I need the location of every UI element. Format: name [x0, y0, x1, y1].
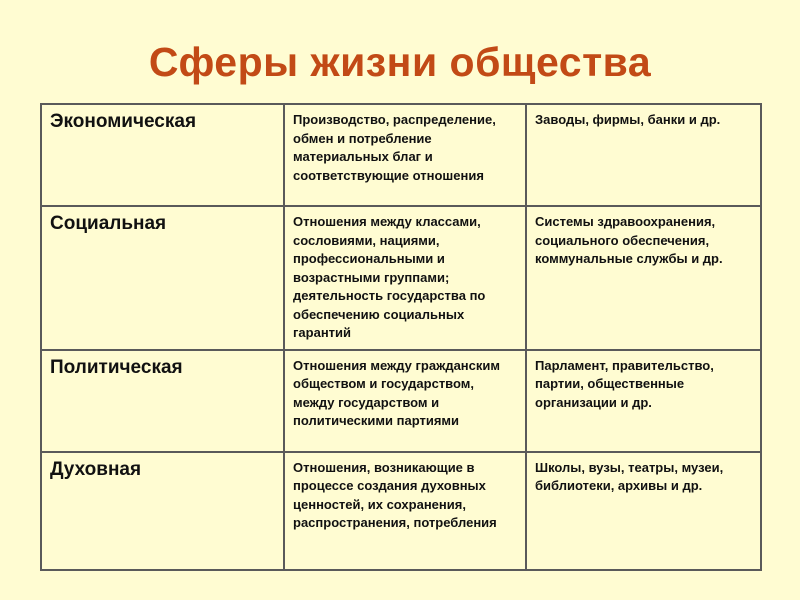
relations-cell: Отношения между классами, сословиями, нациями, профессиональными и возрастными группами; деятельность государства по обеспечению социальных гарантий — [284, 206, 526, 350]
table-row — [41, 104, 761, 206]
sphere-name-cell: Духовная — [41, 452, 284, 570]
table-row — [41, 206, 761, 350]
sphere-name-cell: Социальная — [41, 206, 284, 350]
institutions-cell: Школы, вузы, театры, музеи, библиотеки, архивы и др. — [526, 452, 761, 570]
table-row — [41, 452, 761, 570]
institutions-cell: Парламент, правительство, партии, общественные организации и др. — [526, 350, 761, 452]
institutions-cell: Заводы, фирмы, банки и др. — [526, 104, 761, 206]
spheres-table — [40, 103, 762, 571]
institutions-cell: Системы здравоохранения, социального обеспечения, коммунальные службы и др. — [526, 206, 761, 350]
relations-cell: Отношения между гражданским обществом и государством, между государством и политическими партиями — [284, 350, 526, 452]
sphere-name-cell: Экономическая — [41, 104, 284, 206]
relations-cell: Отношения, возникающие в процессе создания духовных ценностей, их сохранения, распространения, потребления — [284, 452, 526, 570]
table-row — [41, 350, 761, 452]
sphere-name-cell: Политическая — [41, 350, 284, 452]
relations-cell: Производство, распределение, обмен и потребление материальных благ и соответствующие отношения — [284, 104, 526, 206]
slide-title: Сферы жизни общества — [148, 39, 652, 85]
